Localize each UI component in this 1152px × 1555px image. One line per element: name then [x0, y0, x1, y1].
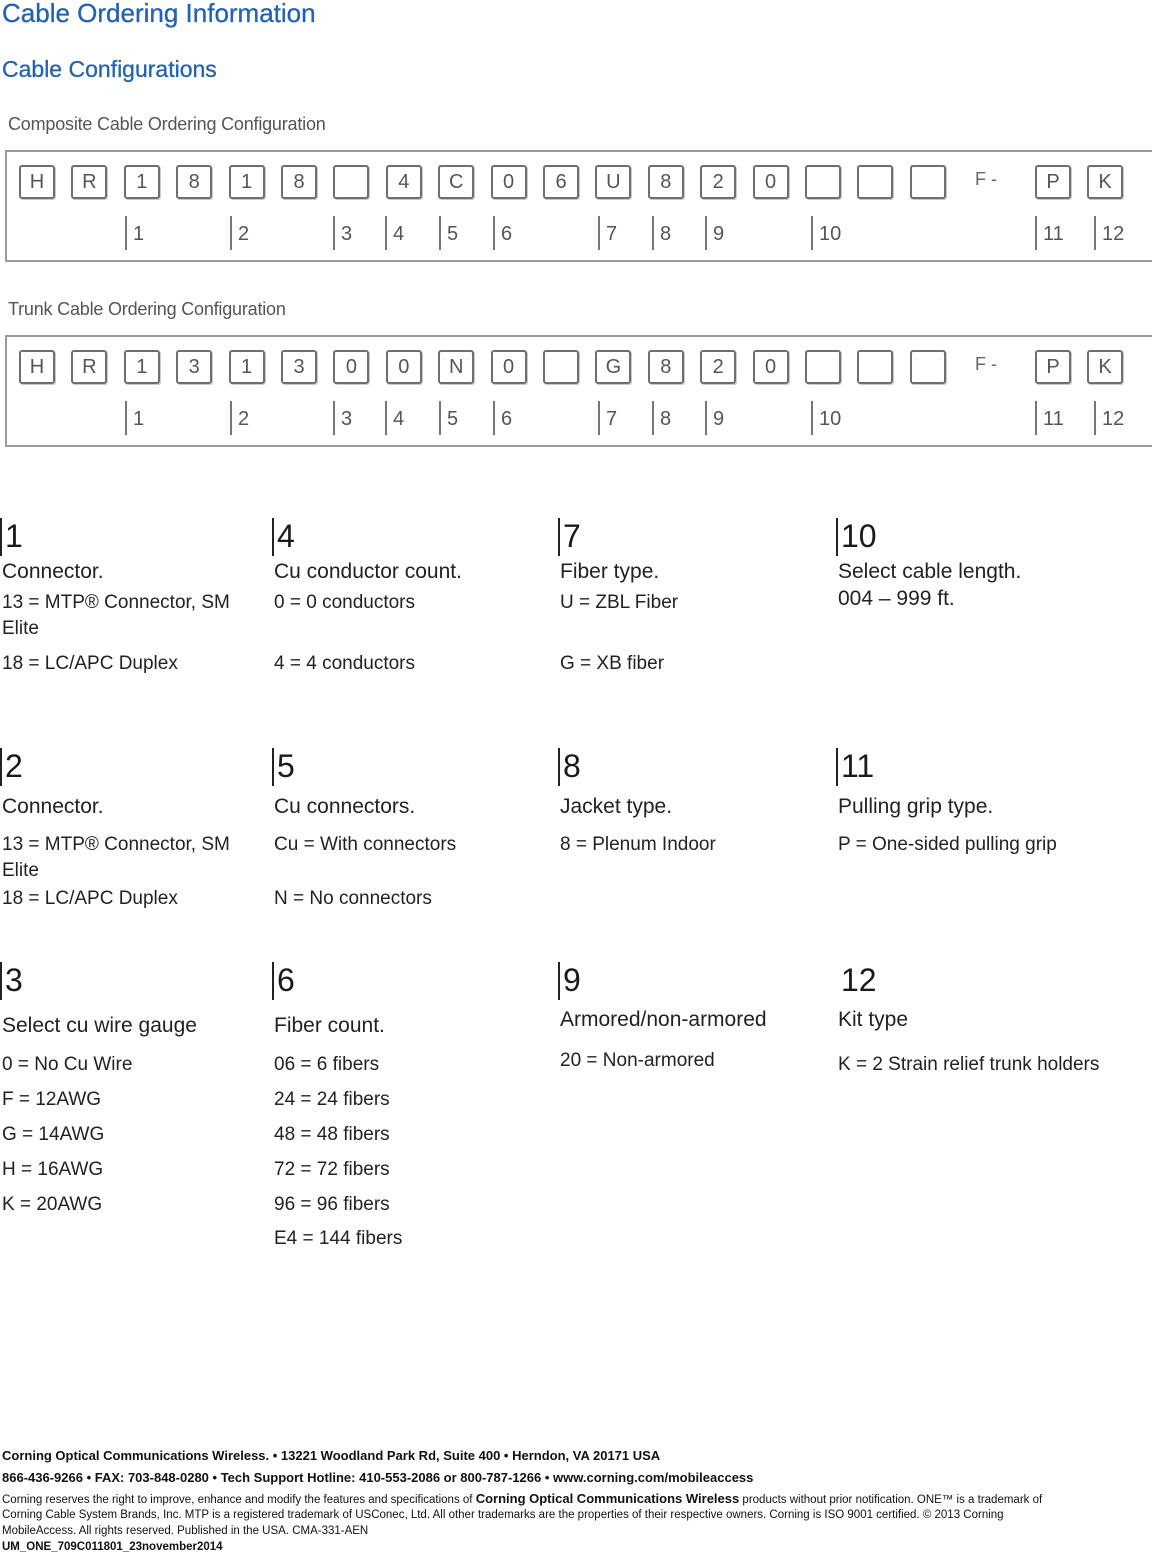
option-value: G = 14AWG — [2, 1124, 105, 1145]
config-position-label: 2 — [230, 216, 249, 250]
option-heading: Select cable length. — [838, 560, 1022, 583]
option-number: 11 — [836, 748, 874, 786]
config-cell: 3 — [281, 350, 317, 384]
config-cell — [910, 350, 946, 384]
config-position-label: 12 — [1094, 216, 1124, 250]
config-position-label: 1 — [125, 216, 144, 250]
option-value: F = 12AWG — [2, 1089, 102, 1110]
config-cell: H — [19, 165, 55, 199]
option-heading: Fiber type. — [560, 560, 660, 583]
section-title: Cable Configurations — [2, 56, 217, 82]
option-value: 20 = Non-armored — [560, 1050, 715, 1071]
config-position-label: 2 — [230, 401, 249, 435]
option-number: 12 — [841, 962, 877, 998]
option-heading: Fiber count. — [274, 1014, 385, 1037]
option-heading: Select cu wire gauge — [2, 1014, 197, 1037]
config-position-label: 5 — [439, 401, 458, 435]
config-position-label: 10 — [811, 401, 841, 435]
composite-config-box — [5, 150, 1152, 262]
config-cell: H — [19, 350, 55, 384]
config-cell — [543, 350, 579, 384]
trunk-config-box — [5, 335, 1152, 447]
option-number: 4 — [272, 518, 295, 556]
config-cell: 1 — [229, 350, 265, 384]
config-cell: 2 — [700, 165, 736, 199]
option-value: H = 16AWG — [2, 1159, 104, 1180]
config-position-label: 5 — [439, 216, 458, 250]
config-position-label: 4 — [385, 401, 404, 435]
footer-legal-1c: products without prior notification. ONE™ is a trademark of — [739, 1494, 1043, 1506]
config-cell: P — [1035, 165, 1071, 199]
config-cell: 8 — [648, 350, 684, 384]
config-separator: F - — [975, 169, 997, 189]
option-heading: Jacket type. — [560, 795, 673, 818]
config-position-label: 3 — [333, 401, 352, 435]
option-heading: Armored/non-armored — [560, 1008, 767, 1031]
option-value: N = No connectors — [274, 888, 432, 909]
config-cell: 0 — [753, 350, 789, 384]
option-value: 13 = MTP® Connector, SM — [2, 592, 230, 613]
footer-address: Corning Optical Communications Wireless. • 13221 Woodland Park Rd, Suite 400 • Herndon, VA 20171 USA — [2, 1448, 661, 1463]
option-value: P = One-sided pulling grip — [838, 834, 1057, 855]
config-position-label: 4 — [385, 216, 404, 250]
option-value: 48 = 48 fibers — [274, 1124, 390, 1145]
config-position-label: 7 — [598, 401, 617, 435]
option-value: K = 2 Strain relief trunk holders — [838, 1054, 1100, 1075]
config-cell: C — [438, 165, 474, 199]
config-cell: 4 — [386, 165, 422, 199]
option-value: Elite — [2, 618, 39, 639]
trunk-config-title: Trunk Cable Ordering Configuration — [8, 299, 286, 319]
footer-legal-3: MobileAccess. All rights reserved. Published in the USA. CMA-331-AEN — [2, 1525, 369, 1537]
config-position-label: 11 — [1035, 401, 1064, 435]
config-cell — [805, 350, 841, 384]
option-value: 06 = 6 fibers — [274, 1054, 380, 1075]
option-value: 8 = Plenum Indoor — [560, 834, 716, 855]
option-number: 5 — [272, 748, 295, 786]
option-value: 0 = No Cu Wire — [2, 1054, 133, 1075]
config-cell: 1 — [229, 165, 265, 199]
config-cell: U — [595, 165, 631, 199]
footer-legal-1 — [2, 1491, 1042, 1506]
option-number: 1 — [0, 518, 23, 556]
footer-legal-1a: Corning reserves the right to improve, enhance and modify the features and specifications of — [2, 1494, 476, 1506]
option-number: 3 — [0, 962, 23, 1000]
config-cell: 0 — [491, 350, 527, 384]
option-number: 2 — [0, 748, 23, 786]
footer-legal-brand: Corning Optical Communications Wireless — [475, 1491, 740, 1506]
config-position-label: 3 — [333, 216, 352, 250]
config-cell: 1 — [124, 165, 160, 199]
config-cell: G — [595, 350, 631, 384]
config-position-label: 6 — [493, 216, 512, 250]
config-cell: R — [71, 165, 107, 199]
config-position-label: 11 — [1035, 216, 1064, 250]
option-heading: Cu conductor count. — [274, 560, 462, 583]
option-value: 0 = 0 conductors — [274, 592, 416, 613]
option-value: K = 20AWG — [2, 1194, 103, 1215]
option-number: 6 — [272, 962, 295, 1000]
option-heading: Connector. — [2, 795, 104, 818]
config-position-label: 7 — [598, 216, 617, 250]
option-value: G = XB fiber — [560, 653, 665, 674]
config-position-label: 8 — [652, 216, 671, 250]
footer-contact: 866-436-9266 • FAX: 703-848-0280 • Tech Support Hotline: 410-553-2086 or 800-787-1266 • www.corning.com/mobileaccess — [2, 1470, 754, 1485]
config-cell — [857, 165, 893, 199]
option-value: 72 = 72 fibers — [274, 1159, 390, 1180]
config-separator: F - — [975, 354, 997, 374]
option-heading: Pulling grip type. — [838, 795, 994, 818]
config-cell: K — [1087, 350, 1123, 384]
option-number: 9 — [558, 962, 581, 1000]
config-position-label: 9 — [705, 216, 724, 250]
config-cell: 1 — [124, 350, 160, 384]
config-cell: K — [1087, 165, 1123, 199]
composite-config-title: Composite Cable Ordering Configuration — [8, 114, 326, 134]
option-value: 96 = 96 fibers — [274, 1194, 390, 1215]
config-cell: 0 — [753, 165, 789, 199]
config-position-label: 12 — [1094, 401, 1124, 435]
config-cell: 0 — [491, 165, 527, 199]
option-value: 24 = 24 fibers — [274, 1089, 390, 1110]
config-position-label: 1 — [125, 401, 144, 435]
config-cell: P — [1035, 350, 1071, 384]
config-cell: 3 — [176, 350, 212, 384]
config-position-label: 9 — [705, 401, 724, 435]
option-number: 10 — [836, 518, 877, 556]
config-cell — [910, 165, 946, 199]
option-value: Elite — [2, 860, 39, 881]
option-value: U = ZBL Fiber — [560, 592, 679, 613]
config-cell: N — [438, 350, 474, 384]
config-position-label: 6 — [493, 401, 512, 435]
option-value: 4 = 4 conductors — [274, 653, 416, 674]
option-heading: Cu connectors. — [274, 795, 416, 818]
option-number: 8 — [558, 748, 581, 786]
config-cell: 0 — [386, 350, 422, 384]
config-position-label: 10 — [811, 216, 841, 250]
config-cell: 0 — [333, 350, 369, 384]
config-cell: 2 — [700, 350, 736, 384]
option-value: 004 – 999 ft. — [838, 587, 955, 610]
config-cell: 8 — [648, 165, 684, 199]
page-title: Cable Ordering Information — [2, 0, 316, 28]
config-cell: 6 — [543, 165, 579, 199]
config-cell: R — [71, 350, 107, 384]
config-cell — [805, 165, 841, 199]
option-value: 13 = MTP® Connector, SM — [2, 834, 230, 855]
config-cell: 8 — [281, 165, 317, 199]
config-cell — [333, 165, 369, 199]
config-cell: 8 — [176, 165, 212, 199]
footer-legal-2: Corning Cable System Brands, Inc. MTP is a registered trademark of USConec, Ltd. All other trademarks are the properties of their respective owners. Corning is ISO 9001 certified. © 2013 Corning — [2, 1509, 1004, 1521]
option-heading: Connector. — [2, 560, 104, 583]
option-value: Cu = With connectors — [274, 834, 457, 855]
footer-document-id: UM_ONE_709C011801_23november2014 — [2, 1541, 223, 1553]
option-value: E4 = 144 fibers — [274, 1228, 403, 1249]
option-number: 7 — [558, 518, 581, 556]
option-value: 18 = LC/APC Duplex — [2, 888, 178, 909]
option-value: 18 = LC/APC Duplex — [2, 653, 178, 674]
config-position-label: 8 — [652, 401, 671, 435]
option-heading: Kit type — [838, 1008, 909, 1031]
config-cell — [857, 350, 893, 384]
